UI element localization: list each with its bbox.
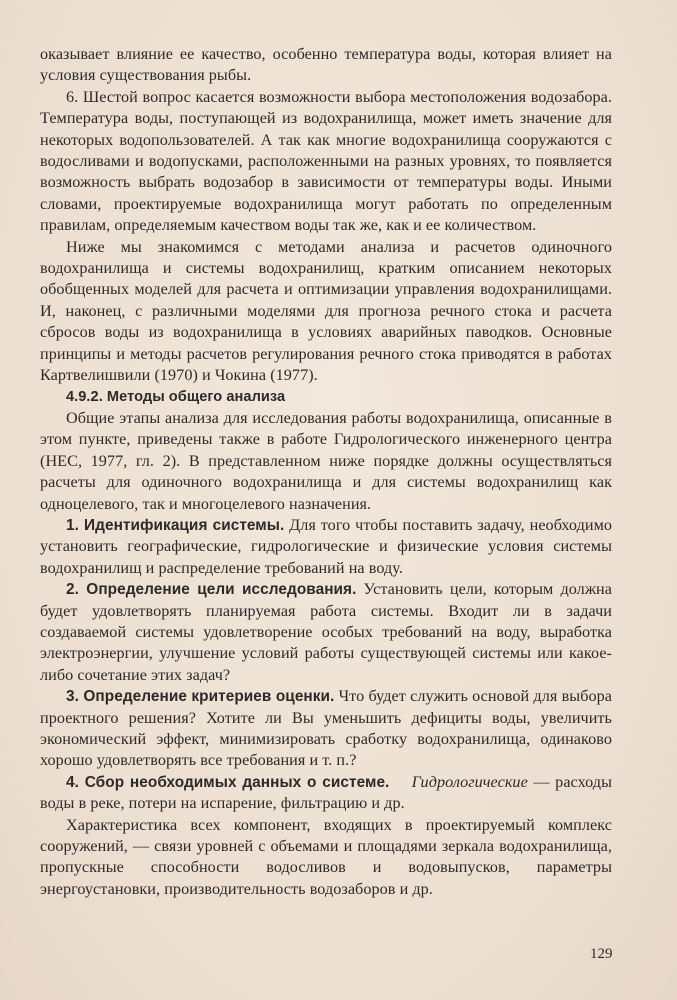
paragraph-intro: Ниже мы знакомимся с методами анализа и расчетов одиночного водохранилища и системы водохранилищ, кратким описанием некоторых обобщенных моделей для расчета и оптимизации управления водохранилищами. И, наконец, с различными моделями для прогноза речного стока и расчета сбросов воды из водохранилища в условиях аварийных паводков. Основные принципы и методы расчетов регулирования речного стока приводятся в работах Картвелишвили (1970) и Чокина (1977). xyxy=(40,237,612,385)
step-1-title: 1. Идентификация системы. xyxy=(66,516,285,534)
paragraph-question-6: 6. Шестой вопрос касается возможности выбора местоположения водозабора. Температура воды, поступающей из водохранилища, может иметь значение для некоторых водопользователей. А так как многие водохранилища сооружаются с водосливами и водопусками, расположенными на разных уровнях, то появляется возможность выбрать водозабор в зависимости от температуры воды. Иными словами, проектируемые водохранилища могут работать по определенным правилам, определяемым качеством воды так же, как и ее количеством. xyxy=(40,87,612,235)
paragraph-general-steps: Общие этапы анализа для исследования работы водохранилища, описанные в этом пункте, приведены также в работе Гидрологического инженерного центра (НЕС, 1977, гл. 2). В представленном ниже порядке должны осуществляться расчеты для одиночного водохранилища и для системы водохранилищ как одноцелевого, так и многоцелевого назначения. xyxy=(40,408,612,513)
step-4-italic: Гидрологические xyxy=(411,772,528,791)
step-1-text: Для того чтобы поставить задачу, необходимо установить географические, гидрологические и физические условия системы водохранилищ и распределение требований на воду. xyxy=(40,515,613,577)
paragraph-carryover: оказывает влияние ее качество, особенно температура воды, которая влияет на условия существования рыбы. xyxy=(40,45,612,85)
step-2-text: Установить цели, которым должна будет удовлетворять планируемая работа системы. Входит ли в задачи создаваемой системы удовлетворение особых требований на воду, выработка электроэнергии, улучшение условий работы существующей системы или какое-либо сочетание этих задач? xyxy=(40,580,612,684)
step-1 xyxy=(40,515,612,579)
step-4-text: — расходы воды в реке, потери на испарение, фильтрацию и др. xyxy=(40,772,612,813)
step-4-title: 4. Сбор необходимых данных о системе. xyxy=(66,773,390,791)
section-heading: 4.9.2. Методы общего анализа xyxy=(66,388,286,405)
step-3 xyxy=(40,686,612,772)
paragraph-components: Характеристика всех компонент, входящих в проектируемый комплекс сооружений, — связи уровней с объемами и площадями зеркала водохранилища, пропускные способности водосливов и водовыпусков, параметры энергоустановки, производительность водозаборов и др. xyxy=(40,815,612,898)
step-2-title: 2. Определение цели исследования. xyxy=(66,581,357,599)
page-number: 129 xyxy=(590,946,613,962)
step-4 xyxy=(40,772,612,815)
step-2 xyxy=(40,579,612,686)
step-3-title: 3. Определение критериев оценки. xyxy=(66,688,335,706)
step-3-text: Что будет служить основой для выбора проектного решения? Хотите ли Вы уменьшить дефициты воды, увеличить экономический эффект, минимизировать сработку водохранилища, одинаково хорошо удовлетворять все требования и т. п.? xyxy=(40,687,612,770)
body-text xyxy=(40,44,612,900)
